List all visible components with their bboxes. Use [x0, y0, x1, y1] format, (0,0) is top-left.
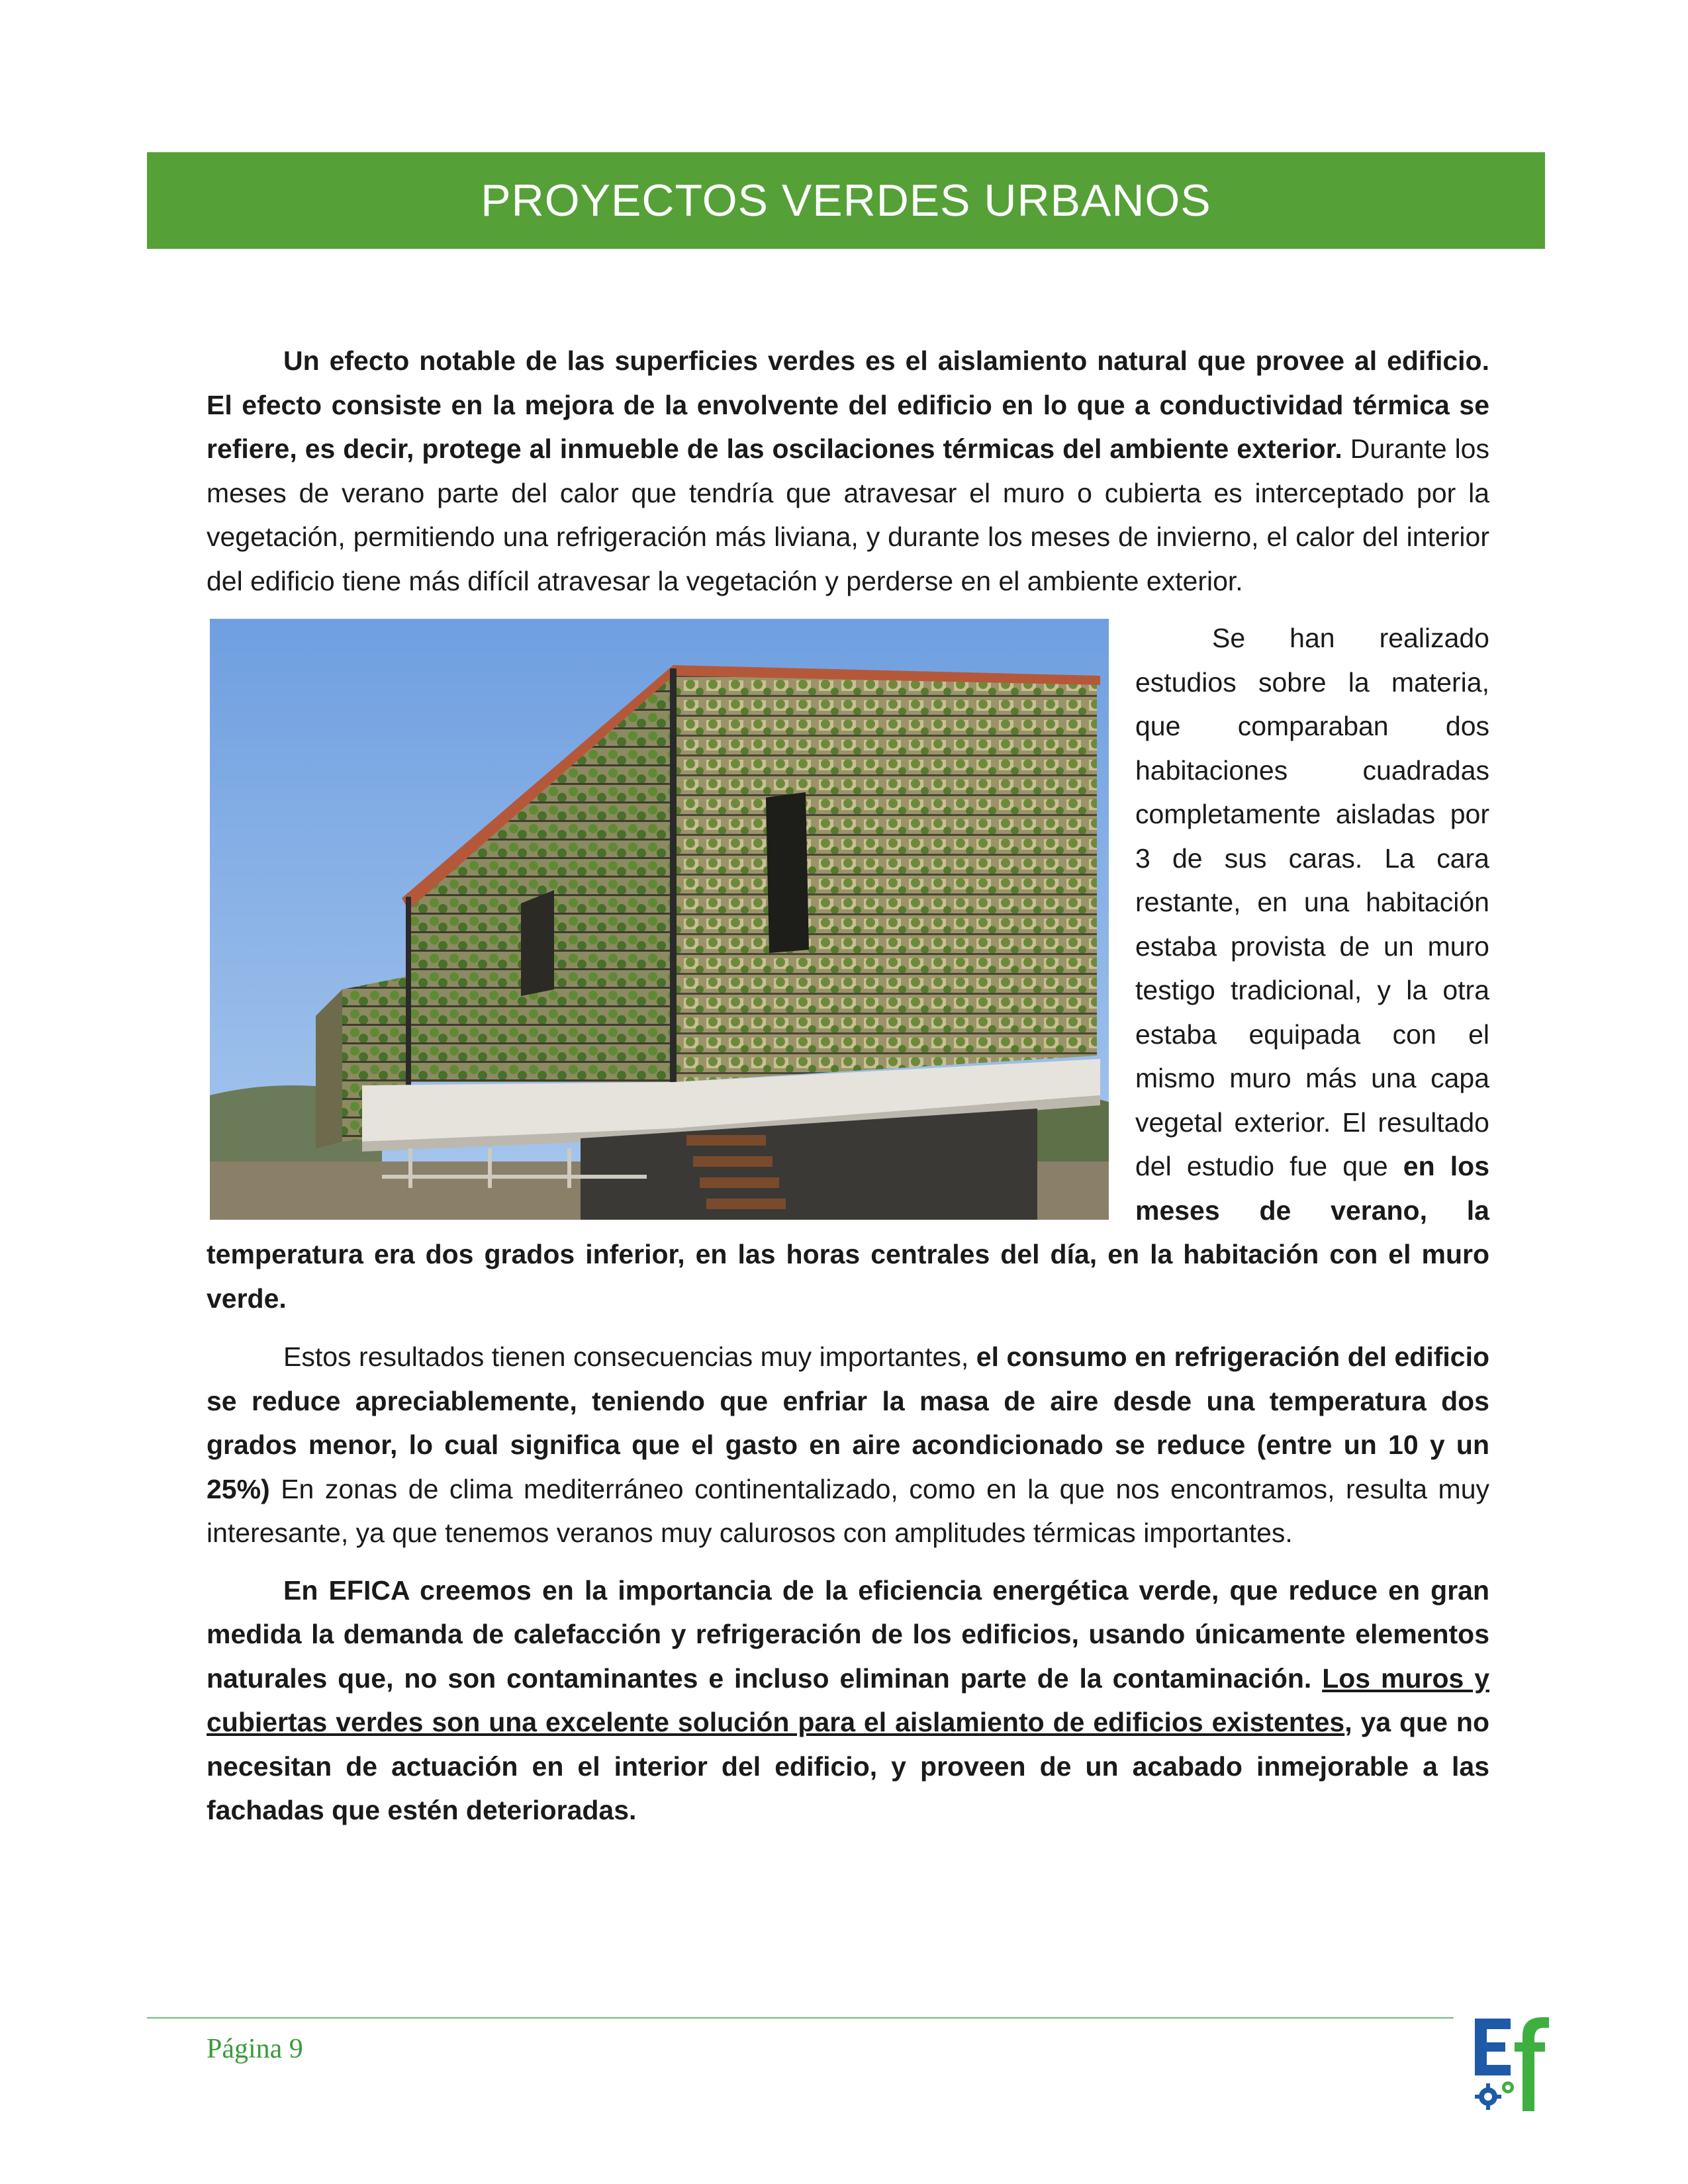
paragraph-efica: [207, 1569, 1489, 1833]
paragraph-consequences: [207, 1334, 1489, 1555]
page-number: Página 9: [207, 2034, 303, 2064]
paragraph-consequences-text1: Estos resultados tienen consecuencias muy importantes,: [283, 1342, 976, 1372]
paragraph-study-text: Se han realizado estudios sobre la materia, que comparaban dos habitaciones cuadradas completamente aisladas por 3 de sus caras. La cara restante, en una habitación estaba provista de un muro testigo tradicional, y la otra estaba equipada con el mismo muro más una capa vegetal exterior. El resultado del estudio fue que: [1135, 623, 1489, 1181]
paragraph-consequences-text2: En zonas de clima mediterráneo continentalizado, como en la que nos encontramos, resulta muy interesante, ya que tenemos veranos muy calurosos con amplitudes térmicas importantes.: [207, 1473, 1489, 1548]
article-body: [207, 339, 1489, 1833]
paragraph-insulation-bold: Un efecto notable de las superficies verdes es el aislamiento natural que provee al edificio. El efecto consiste en la mejora de la envolvente del edificio en lo que a conductividad térmica se refiere, es decir, protege al inmueble de las oscilaciones térmicas del ambiente exterior.: [207, 345, 1489, 464]
footer-divider: [147, 2017, 1454, 2019]
green-wall-building-photo: [210, 619, 1109, 1220]
paragraph-efica-bold2: , ya que no necesitan de actuación en el interior del edificio, y proveen de un acabado inmejorable a las fachadas que estén deterioradas.: [207, 1707, 1489, 1825]
paragraph-insulation: [207, 339, 1489, 603]
efica-logo: [1471, 2012, 1557, 2131]
paragraph-study-bold: en los meses de verano, la temperatura era dos grados inferior, en las horas centrales del día, en la habitación con el muro verde.: [207, 1151, 1489, 1314]
paragraph-study: [207, 616, 1489, 1320]
paragraph-efica-bold1: En EFICA creemos en la importancia de la eficiencia energética verde, que reduce en gran medida la demanda de calefacción y refrigeración de los edificios, usando únicamente elementos naturales que, no son contaminantes e incluso eliminan parte de la contaminación.: [207, 1574, 1489, 1694]
title-banner: [147, 152, 1545, 249]
paragraph-consequences-bold: el consumo en refrigeración del edificio se reduce apreciablemente, teniendo que enfriar la masa de aire desde una temperatura dos grados menor, lo cual significa que el gasto en aire acondicionado se reduce (entre un 10 y un 25%): [207, 1342, 1489, 1504]
paragraph-efica-underlined: Los muros y cubiertas verdes son una excelente solución para el aislamiento de edificios existentes: [207, 1662, 1489, 1737]
page-title: PROYECTOS VERDES URBANOS: [481, 175, 1211, 226]
paragraph-insulation-text: Durante los meses de verano parte del calor que tendría que atravesar el muro o cubierta es interceptado por la vegetación, permitiendo una refrigeración más liviana, y durante los meses de invierno, el calor del interior del edificio tiene más difícil atravesar la vegetación y perderse en el ambiente exterior.: [207, 433, 1489, 596]
